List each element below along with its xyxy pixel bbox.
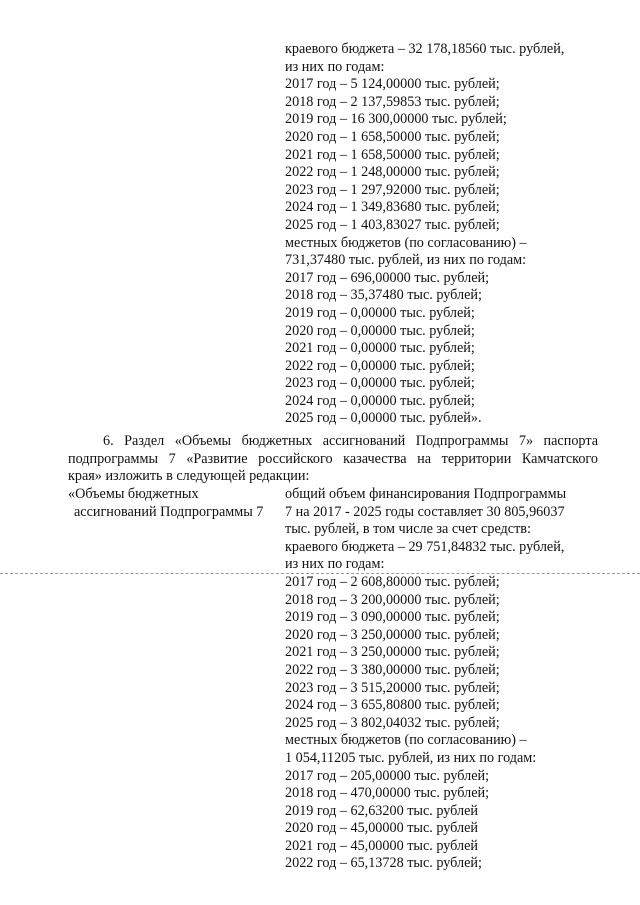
text-line: 2024 год – 1 349,83680 тыс. рублей;: [285, 199, 500, 216]
text-line: 2020 год – 3 250,00000 тыс. рублей;: [285, 626, 500, 643]
text-line: 2021 год – 1 658,50000 тыс. рублей;: [285, 146, 500, 163]
text-line: 2025 год – 3 802,04032 тыс. рублей;: [285, 714, 500, 731]
text-line: 2021 год – 45,00000 тыс. рублей: [285, 837, 478, 854]
text-line: местных бюджетов (по согласованию) –: [285, 234, 527, 251]
text-line: 7 на 2017 - 2025 годы составляет 30 805,96037: [285, 503, 565, 520]
section-6-paragraph: [68, 433, 598, 486]
text-line: 2022 год – 3 380,00000 тыс. рублей;: [285, 661, 500, 678]
text-line: 2024 год – 3 655,80800 тыс. рублей;: [285, 697, 500, 714]
text-line: 2020 год – 45,00000 тыс. рублей: [285, 820, 478, 837]
paragraph-line: края» изложить в следующей редакции:: [68, 468, 310, 485]
table-label-cell: [68, 486, 263, 521]
table-label-line: ассигнований Подпрограммы 7: [74, 503, 264, 520]
text-line: 2017 год – 696,00000 тыс. рублей;: [285, 269, 490, 286]
paragraph-line: 6. Раздел «Объемы бюджетных ассигнований Подпрограммы 7» паспорта: [103, 433, 598, 449]
text-line: 2018 год – 3 200,00000 тыс. рублей;: [285, 591, 500, 608]
text-line: из них по годам:: [285, 556, 385, 573]
text-line: из них по годам:: [285, 58, 385, 75]
regional-local-budget-list: [285, 41, 564, 428]
text-line: 2024 год – 0,00000 тыс. рублей;: [285, 392, 475, 409]
text-line: 2023 год – 3 515,20000 тыс. рублей;: [285, 679, 500, 696]
table-label-line: «Объемы бюджетных: [68, 486, 199, 502]
text-line: 2019 год – 3 090,00000 тыс. рублей;: [285, 609, 500, 626]
text-line: 2020 год – 0,00000 тыс. рублей;: [285, 322, 475, 339]
text-line: 2025 год – 0,00000 тыс. рублей».: [285, 410, 482, 427]
text-line: краевого бюджета – 32 178,18560 тыс. рублей,: [285, 41, 565, 57]
text-line: местных бюджетов (по согласованию) –: [285, 732, 527, 749]
text-line: 2017 год – 205,00000 тыс. рублей;: [285, 767, 490, 784]
text-line: 2018 год – 2 137,59853 тыс. рублей;: [285, 93, 500, 110]
text-line: 2019 год – 0,00000 тыс. рублей;: [285, 304, 475, 321]
text-line: 2021 год – 0,00000 тыс. рублей;: [285, 340, 475, 357]
text-line: 2022 год – 1 248,00000 тыс. рублей;: [285, 164, 500, 181]
table-value-cell: [285, 486, 566, 873]
text-line: 2021 год – 3 250,00000 тыс. рублей;: [285, 644, 500, 661]
text-line: краевого бюджета – 29 751,84832 тыс. рублей,: [285, 538, 565, 555]
text-line: 2019 год – 62,63200 тыс. рублей: [285, 802, 478, 819]
text-line: 2025 год – 1 403,83027 тыс. рублей;: [285, 216, 500, 233]
text-line: 2017 год – 5 124,00000 тыс. рублей;: [285, 76, 500, 93]
text-line: общий объем финансирования Подпрограммы: [285, 486, 567, 502]
text-line: тыс. рублей, в том числе за счет средств:: [285, 521, 531, 538]
scan-fold-line: [0, 573, 640, 574]
text-line: 731,37480 тыс. рублей, из них по годам:: [285, 252, 527, 269]
text-line: 1 054,11205 тыс. рублей, из них по годам:: [285, 749, 537, 766]
paragraph-line: подпрограммы 7 «Развитие российского казачества на территории Камчатского: [68, 450, 598, 467]
text-line: 2023 год – 1 297,92000 тыс. рублей;: [285, 181, 500, 198]
text-line: 2017 год – 2 608,80000 тыс. рублей;: [285, 573, 500, 590]
text-line: 2019 год – 16 300,00000 тыс. рублей;: [285, 111, 507, 128]
text-line: 2018 год – 470,00000 тыс. рублей;: [285, 785, 490, 802]
text-line: 2020 год – 1 658,50000 тыс. рублей;: [285, 128, 500, 145]
text-line: 2022 год – 0,00000 тыс. рублей;: [285, 357, 475, 374]
text-line: 2018 год – 35,37480 тыс. рублей;: [285, 287, 482, 304]
text-line: 2023 год – 0,00000 тыс. рублей;: [285, 375, 475, 392]
text-line: 2022 год – 65,13728 тыс. рублей;: [285, 855, 482, 872]
